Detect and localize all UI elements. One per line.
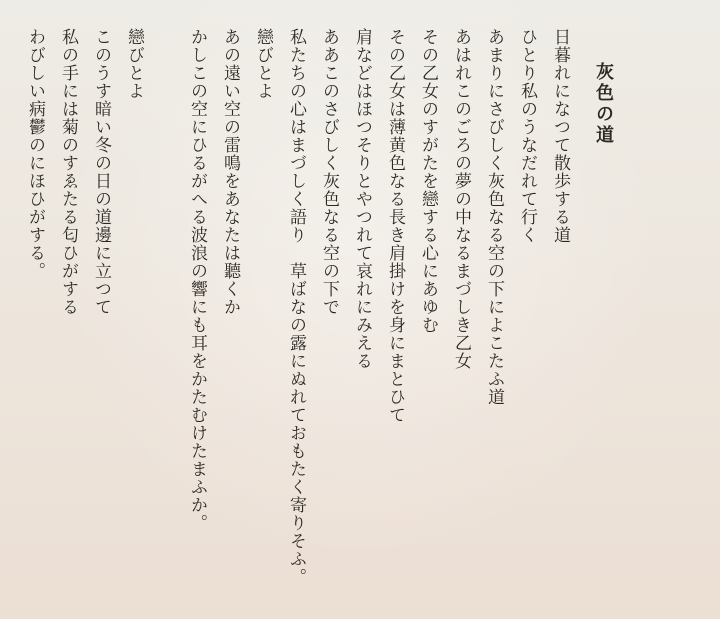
poem-title-text: 灰色の道 [593,62,614,146]
poem-line: 戀びとよ [124,28,144,100]
poem-line: このうす暗い冬の日の道邊に立つて [91,28,111,316]
poem-line: 肩などはほつそりとやつれて哀れにみえる [352,28,372,370]
poem-line: 私の手には菊のすゑたる匂ひがする [58,28,78,316]
poem-line: あまりにさびしく灰色なる空の下によこたふ道 [484,28,504,406]
poem-line: ひとり私のうなだれて行く [517,28,537,244]
poem-line: わびしい病鬱のにほひがする。 [25,28,45,280]
poem-line: ああこのさびしく灰色なる空の下で [319,28,339,316]
poem-line: あはれこのごろの夢の中なるまづしき乙女 [451,28,471,370]
poem-line: 日暮れになつて散歩する道 [550,28,570,244]
poem-line: その乙女は薄黄色なる長き肩掛けを身にまとひて [385,28,405,424]
poem-body [18,28,620,601]
poem-line: あの遠い空の雷鳴をあなたは聽くか [220,28,240,316]
poem-line: 私たちの心はまづしく語り 草ばなの露にぬれておもたく寄りそふ。 [286,28,306,586]
poem-line: その乙女のすがたを戀する心にあゆむ [418,28,438,334]
poem-line: かしこの空にひるがへる波浪の響にも耳をかたむけたまふか。 [187,28,207,532]
poem-line: 戀びとよ [253,28,273,100]
poem-title [587,28,620,601]
